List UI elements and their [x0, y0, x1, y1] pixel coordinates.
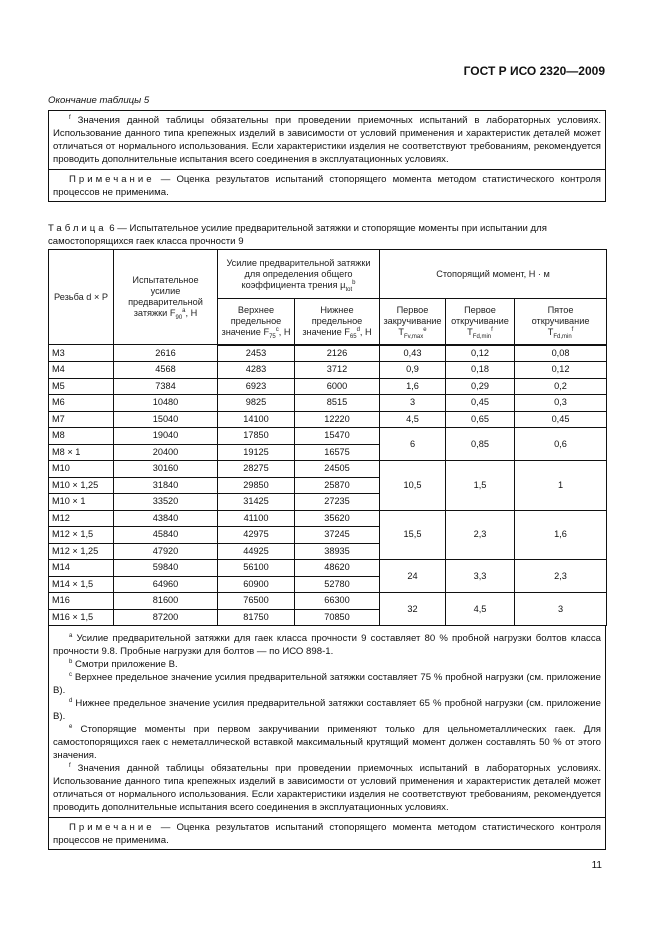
first-on-cell: 15,5	[380, 510, 446, 560]
test-force-cell: 2616	[114, 345, 218, 362]
thread-cell: M16	[49, 593, 114, 610]
lower-cell: 16575	[295, 444, 380, 461]
footnote-mark: d	[69, 697, 73, 704]
footnote-f	[49, 762, 605, 814]
thread-cell: M14 × 1,5	[49, 576, 114, 593]
upper-cell: 2453	[218, 345, 295, 362]
lower-cell: 24505	[295, 461, 380, 478]
table-row	[49, 362, 607, 379]
upper-cell: 6923	[218, 378, 295, 395]
thread-cell: M4	[49, 362, 114, 379]
upper-cell: 31425	[218, 494, 295, 511]
upper-cell: 81750	[218, 609, 295, 626]
thread-cell: M12 × 1,5	[49, 527, 114, 544]
test-force-cell: 87200	[114, 609, 218, 626]
lower-cell: 6000	[295, 378, 380, 395]
first-on-cell: 24	[380, 560, 446, 593]
upper-cell: 17850	[218, 428, 295, 445]
first-off-cell: 0,18	[446, 362, 515, 379]
footnote-mark: f	[69, 762, 71, 769]
test-force-cell: 45840	[114, 527, 218, 544]
footnote-b	[49, 658, 605, 671]
upper-cell: 14100	[218, 411, 295, 428]
first-on-cell: 32	[380, 593, 446, 626]
test-force-cell: 4568	[114, 362, 218, 379]
fifth-off-cell: 0,6	[515, 428, 607, 461]
first-off-cell: 0,12	[446, 345, 515, 362]
upper-cell: 41100	[218, 510, 295, 527]
continuation-label: Окончание таблицы 5	[48, 95, 150, 106]
lower-cell: 27235	[295, 494, 380, 511]
lower-cell: 15470	[295, 428, 380, 445]
table6-footer	[48, 626, 606, 850]
test-force-cell: 31840	[114, 477, 218, 494]
fifth-off-cell: 3	[515, 593, 607, 626]
test-force-cell: 30160	[114, 461, 218, 478]
thread-cell: M8 × 1	[49, 444, 114, 461]
header-first-on: Первое закручивание $T_{Fv,max}^e$	[380, 299, 446, 345]
lower-cell: 8515	[295, 395, 380, 412]
first-off-cell: 0,65	[446, 411, 515, 428]
footnote-d	[49, 697, 605, 723]
thread-cell: M6	[49, 395, 114, 412]
test-force-cell: 7384	[114, 378, 218, 395]
lower-cell: 35620	[295, 510, 380, 527]
page-number: 11	[591, 860, 602, 871]
footnote-text: Усилие предварительной затяжки для гаек класса прочности 9 составляет 80 % пробной нагрузки болтов класса прочности 9.8. Пробные нагрузки для болтов — по ИСО 898-1.	[53, 633, 601, 657]
upper-cell: 29850	[218, 477, 295, 494]
thread-cell: M10	[49, 461, 114, 478]
table5-footer	[48, 110, 606, 202]
first-on-cell: 0,43	[380, 345, 446, 362]
footnote-text: Верхнее предельное значение усилия предварительной затяжки составляет 75 % пробной нагрузки (см. приложение В).	[53, 672, 601, 696]
footnote-mark: e	[69, 723, 73, 730]
footnote-mark: a	[69, 632, 73, 639]
upper-cell: 56100	[218, 560, 295, 577]
lower-cell: 52780	[295, 576, 380, 593]
footnote-text: Значения данной таблицы обязательны при проведении приемочных испытаний в лабораторных условиях. Использование данного типа крепежных изделий в зависимости от условий применения и характеристик деталей может отличаться от нормального использования. Если характеристики изделия не соответствуют требованиям, рекомендуется проводить дополнительные испытания всего соединения в эксплуатационных условиях.	[53, 763, 601, 813]
first-off-cell: 3,3	[446, 560, 515, 593]
table6-body	[49, 345, 607, 626]
header-fifth-off: Пятое откручивание $T_{Fd,min}^f$	[515, 299, 607, 345]
test-force-cell: 33520	[114, 494, 218, 511]
test-force-cell: 20400	[114, 444, 218, 461]
test-force-cell: 15040	[114, 411, 218, 428]
first-off-cell: 0,45	[446, 395, 515, 412]
fifth-off-cell: 0,3	[515, 395, 607, 412]
table-row	[49, 395, 607, 412]
header-preload-group: Усилие предварительной затяжки для определения общего коэффициента трения $\mu_{tot}^b$	[218, 250, 380, 299]
thread-cell: M10 × 1,25	[49, 477, 114, 494]
thread-cell: M12 × 1,25	[49, 543, 114, 560]
upper-cell: 44925	[218, 543, 295, 560]
fifth-off-cell: 2,3	[515, 560, 607, 593]
note	[49, 169, 605, 201]
thread-cell: M5	[49, 378, 114, 395]
table-row	[49, 411, 607, 428]
table-row	[49, 428, 607, 445]
header-upper: Верхнее предельное значение $F_{75}^c$, Н	[218, 299, 295, 345]
thread-cell: M7	[49, 411, 114, 428]
footnote-e	[49, 723, 605, 762]
lower-cell: 25870	[295, 477, 380, 494]
fifth-off-cell: 1,6	[515, 510, 607, 560]
first-off-cell: 0,85	[446, 428, 515, 461]
upper-cell: 76500	[218, 593, 295, 610]
fifth-off-cell: 0,08	[515, 345, 607, 362]
footnote-mark: b	[69, 658, 73, 665]
table5-end	[48, 94, 606, 202]
first-on-cell: 0,9	[380, 362, 446, 379]
table6-section	[48, 222, 606, 871]
test-force-cell: 81600	[114, 593, 218, 610]
note-label: Примечание	[69, 822, 155, 833]
first-off-cell: 2,3	[446, 510, 515, 560]
footnote-c	[49, 671, 605, 697]
thread-cell: M12	[49, 510, 114, 527]
thread-cell: M8	[49, 428, 114, 445]
first-off-cell: 4,5	[446, 593, 515, 626]
table6-caption	[48, 222, 606, 248]
header-test-force: Испытательное усилие предварительной затяжки $F_{90}^a$, Н	[114, 250, 218, 345]
table6	[48, 249, 607, 626]
note-text: — Оценка результатов испытаний стопорящего момента методом статистического контроля процессов не применима.	[53, 174, 601, 198]
document-code: ГОСТ Р ИСО 2320—2009	[463, 64, 605, 78]
note-label: Примечание	[69, 174, 155, 185]
lower-cell: 48620	[295, 560, 380, 577]
fifth-off-cell: 1	[515, 461, 607, 511]
test-force-cell: 64960	[114, 576, 218, 593]
first-on-cell: 3	[380, 395, 446, 412]
upper-cell: 19125	[218, 444, 295, 461]
test-force-cell: 19040	[114, 428, 218, 445]
fifth-off-cell: 0,45	[515, 411, 607, 428]
test-force-cell: 43840	[114, 510, 218, 527]
upper-cell: 9825	[218, 395, 295, 412]
upper-cell: 60900	[218, 576, 295, 593]
thread-cell: M10 × 1	[49, 494, 114, 511]
footnotes	[49, 626, 605, 817]
footnote-text: Стопорящие моменты при первом закручивании применяют только для цельнометаллических гаек. Для самостопорящихся гаек с неметаллической вставкой максимальный крутящий момент должен составлять 50 % от этого значения.	[53, 724, 601, 761]
test-force-cell: 10480	[114, 395, 218, 412]
first-off-cell: 0,29	[446, 378, 515, 395]
lower-cell: 3712	[295, 362, 380, 379]
header-first-off: Первое откручивание $T_{Fd,min}^f$	[446, 299, 515, 345]
table-row	[49, 345, 607, 362]
upper-cell: 28275	[218, 461, 295, 478]
thread-cell: M3	[49, 345, 114, 362]
table-row	[49, 593, 607, 610]
first-on-cell: 4,5	[380, 411, 446, 428]
test-force-cell: 59840	[114, 560, 218, 577]
footnote-text: Значения данной таблицы обязательны при проведении приемочных испытаний в лабораторных условиях. Использование данного типа крепежных изделий в зависимости от условий применения и характеристик деталей может отличаться от нормального использования. Если характеристики изделия не соответствуют требованиям, рекомендуется проводить дополнительные испытания всего соединения в эксплуатационных условиях.	[53, 115, 601, 165]
first-on-cell: 1,6	[380, 378, 446, 395]
note	[49, 817, 605, 849]
footnote-mark: c	[69, 671, 72, 678]
caption-label: Таблица	[48, 223, 107, 234]
table-row	[49, 510, 607, 527]
fifth-off-cell: 0,12	[515, 362, 607, 379]
table-row	[49, 461, 607, 478]
first-off-cell: 1,5	[446, 461, 515, 511]
note-text: — Оценка результатов испытаний стопорящего момента методом статистического контроля процессов не применима.	[53, 822, 601, 846]
lower-cell: 2126	[295, 345, 380, 362]
first-on-cell: 10,5	[380, 461, 446, 511]
footnote-a	[49, 632, 605, 658]
footnote-text: Смотри приложение В.	[75, 659, 178, 670]
lower-cell: 37245	[295, 527, 380, 544]
thread-cell: M16 × 1,5	[49, 609, 114, 626]
caption-text: 6 — Испытательное усилие предварительной затяжки и стопорящие моменты при испытании для самостопорящихся гаек класса прочности 9	[48, 223, 547, 247]
first-on-cell: 6	[380, 428, 446, 461]
header-torque-group: Стопорящий момент, Н · м	[380, 250, 607, 299]
footnote-mark: f	[69, 114, 71, 121]
upper-cell: 4283	[218, 362, 295, 379]
footnote-text: Нижнее предельное значение усилия предварительной затяжки составляет 65 % пробной нагрузки (см. приложение В).	[53, 698, 601, 722]
test-force-cell: 47920	[114, 543, 218, 560]
header-thread: Резьба d × P	[49, 250, 114, 345]
footnote-f	[49, 111, 605, 169]
table-row	[49, 378, 607, 395]
table-row	[49, 560, 607, 577]
lower-cell: 66300	[295, 593, 380, 610]
fifth-off-cell: 0,2	[515, 378, 607, 395]
lower-cell: 70850	[295, 609, 380, 626]
header-lower: Нижнее предельное значение $F_{65}^d$, Н	[295, 299, 380, 345]
lower-cell: 12220	[295, 411, 380, 428]
thread-cell: M14	[49, 560, 114, 577]
upper-cell: 42975	[218, 527, 295, 544]
lower-cell: 38935	[295, 543, 380, 560]
